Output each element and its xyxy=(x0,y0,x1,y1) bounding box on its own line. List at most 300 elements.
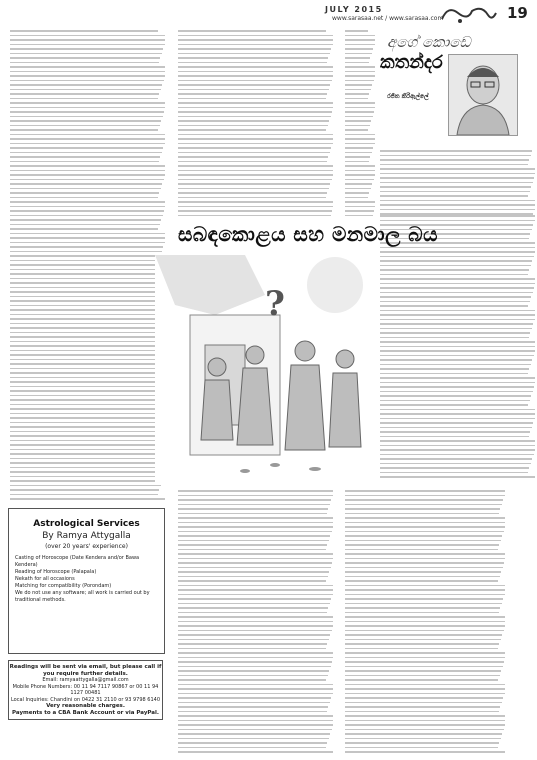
ad-service-item: Reading of Horoscope (Palapala) xyxy=(15,569,97,575)
text-line xyxy=(10,458,159,460)
astrology-ad-contact xyxy=(8,660,163,720)
text-line xyxy=(178,562,332,564)
text-line xyxy=(345,215,373,217)
text-line xyxy=(10,489,159,491)
ad-charges: Very reasonable charges. xyxy=(46,703,125,709)
text-line xyxy=(345,652,505,654)
text-line xyxy=(178,44,333,46)
text-line xyxy=(345,35,375,37)
text-line xyxy=(178,702,330,704)
text-line xyxy=(380,191,530,193)
text-line xyxy=(10,273,165,275)
text-line xyxy=(178,165,333,167)
text-line xyxy=(178,125,328,127)
text-line xyxy=(178,526,333,528)
ad-payments: Payments to a CBA Bank Account or via PayPal. xyxy=(12,709,159,716)
text-line xyxy=(345,535,502,537)
text-line xyxy=(178,522,333,524)
text-line xyxy=(345,161,369,163)
text-line xyxy=(345,513,499,515)
ad-subtitle: By Ramya Attygalla xyxy=(42,531,131,541)
text-line xyxy=(10,125,160,127)
text-line xyxy=(178,751,333,753)
text-line xyxy=(178,48,331,50)
text-line xyxy=(10,147,163,149)
text-line xyxy=(10,485,161,487)
text-line xyxy=(345,125,370,127)
text-line xyxy=(345,98,368,100)
text-line xyxy=(345,57,370,59)
text-line xyxy=(10,417,161,419)
text-line xyxy=(345,53,372,55)
text-line xyxy=(178,697,331,699)
story-illustration xyxy=(155,255,380,483)
astrology-ad xyxy=(8,508,165,654)
text-line xyxy=(178,210,332,212)
text-line xyxy=(345,630,504,632)
text-line xyxy=(380,265,531,267)
ad-phone: Mobile Phone Numbers: 00 11 94 7117 90867 or 00 11 94 1127 00481 xyxy=(12,683,159,696)
text-line xyxy=(345,544,499,546)
text-line xyxy=(345,738,501,740)
text-line xyxy=(178,540,329,542)
text-line xyxy=(345,679,498,681)
text-line xyxy=(380,409,535,411)
ad-experience: (over 20 years' experience) xyxy=(45,543,128,550)
text-line xyxy=(178,616,333,618)
ad-service-item: We do not use any software; all work is carried out by traditional methods. xyxy=(15,590,150,603)
text-line xyxy=(10,107,165,109)
text-line xyxy=(345,549,498,551)
text-line xyxy=(345,540,501,542)
text-line xyxy=(10,188,161,190)
text-line xyxy=(380,314,535,316)
text-line xyxy=(10,467,165,469)
text-line xyxy=(345,526,505,528)
text-line xyxy=(380,377,535,379)
text-line xyxy=(10,282,162,284)
text-line xyxy=(380,413,535,415)
text-line xyxy=(10,161,159,163)
text-line xyxy=(345,612,499,614)
text-line xyxy=(345,152,372,154)
text-line xyxy=(345,102,375,104)
text-line xyxy=(178,35,333,37)
text-line xyxy=(345,107,375,109)
text-line xyxy=(380,364,531,366)
text-line xyxy=(345,589,505,591)
text-line xyxy=(345,111,374,113)
text-line xyxy=(178,102,333,104)
text-line xyxy=(10,323,160,325)
column-title-line2: කතන්දර xyxy=(380,52,443,73)
text-line xyxy=(380,449,535,451)
text-line xyxy=(178,567,331,569)
text-line xyxy=(380,337,529,339)
text-line xyxy=(10,390,159,392)
text-line xyxy=(10,431,165,433)
text-line xyxy=(178,715,333,717)
text-line xyxy=(345,531,504,533)
svg-text:?: ? xyxy=(265,284,285,324)
text-line xyxy=(345,93,369,95)
text-line xyxy=(345,84,372,86)
text-line xyxy=(178,508,328,510)
ad-service-item: Casting of Horoscope (Date Kendera and/or Bawa Kendera) xyxy=(15,555,140,568)
text-line xyxy=(10,327,158,329)
text-line xyxy=(345,138,375,140)
text-line xyxy=(10,453,160,455)
text-line xyxy=(345,197,368,199)
text-line xyxy=(345,508,500,510)
text-line xyxy=(10,408,164,410)
text-line xyxy=(345,206,375,208)
text-line xyxy=(345,607,500,609)
text-line xyxy=(10,404,165,406)
text-line xyxy=(380,310,535,312)
text-line xyxy=(178,594,333,596)
text-line xyxy=(178,197,326,199)
text-line xyxy=(178,612,327,614)
text-line xyxy=(178,201,333,203)
text-line xyxy=(345,558,505,560)
text-line xyxy=(345,616,505,618)
text-line xyxy=(10,233,165,235)
text-line xyxy=(178,179,332,181)
text-line xyxy=(178,603,330,605)
ad-service-item: Matching for compatibility (Porondam) xyxy=(15,583,112,589)
text-line xyxy=(178,30,326,32)
text-line xyxy=(178,206,333,208)
ad-note: Readings will be sent via email, but please call if you require further details. xyxy=(9,664,162,677)
text-line xyxy=(345,44,375,46)
text-line xyxy=(345,183,372,185)
text-line xyxy=(178,661,332,663)
text-line xyxy=(178,192,327,194)
text-line xyxy=(380,195,528,197)
text-line xyxy=(380,177,534,179)
text-line xyxy=(345,179,374,181)
text-line xyxy=(380,186,531,188)
page-number: 19 xyxy=(507,4,528,22)
text-line xyxy=(10,287,161,289)
text-line xyxy=(345,75,375,77)
website-url: www.sarasaa.net / www.sarasaa.com xyxy=(332,15,444,22)
text-line xyxy=(178,724,333,726)
text-line xyxy=(10,305,165,307)
text-line xyxy=(178,513,327,515)
text-line xyxy=(178,517,333,519)
text-line xyxy=(10,498,165,500)
text-line xyxy=(178,630,332,632)
text-line xyxy=(10,134,165,136)
text-line xyxy=(380,467,529,469)
text-line xyxy=(178,93,327,95)
text-line xyxy=(345,729,504,731)
text-line xyxy=(345,688,505,690)
text-line xyxy=(10,395,158,397)
text-line xyxy=(380,463,531,465)
text-line xyxy=(178,576,328,578)
text-line xyxy=(178,161,327,163)
text-line xyxy=(345,648,498,650)
text-line xyxy=(345,576,500,578)
text-line xyxy=(178,183,330,185)
text-line xyxy=(345,711,499,713)
text-line xyxy=(178,666,331,668)
text-line xyxy=(380,422,533,424)
text-line xyxy=(380,391,533,393)
text-line xyxy=(380,332,530,334)
text-line xyxy=(380,319,535,321)
text-line xyxy=(345,495,505,497)
text-line xyxy=(380,359,532,361)
text-line xyxy=(10,440,165,442)
text-line xyxy=(345,71,375,73)
text-line xyxy=(345,165,375,167)
text-line xyxy=(10,368,165,370)
text-line xyxy=(178,693,333,695)
text-line xyxy=(345,571,501,573)
text-line xyxy=(10,120,161,122)
text-line xyxy=(345,147,373,149)
text-line xyxy=(10,372,165,374)
text-line xyxy=(10,422,160,424)
text-line xyxy=(178,549,326,551)
text-line xyxy=(178,39,333,41)
text-line xyxy=(178,670,329,672)
text-line xyxy=(10,471,165,473)
text-line xyxy=(380,155,531,157)
text-line xyxy=(10,363,165,365)
text-line xyxy=(178,738,329,740)
text-line xyxy=(10,89,161,91)
text-line xyxy=(10,444,163,446)
text-line xyxy=(345,706,500,708)
text-line xyxy=(380,256,534,258)
text-line xyxy=(178,544,327,546)
text-line xyxy=(10,53,162,55)
text-line xyxy=(178,138,333,140)
text-line xyxy=(345,670,501,672)
text-line xyxy=(345,733,502,735)
text-line xyxy=(178,607,328,609)
text-line xyxy=(380,395,531,397)
text-line xyxy=(10,269,165,271)
text-line xyxy=(345,643,499,645)
text-line xyxy=(380,440,535,442)
text-line xyxy=(345,621,505,623)
text-line xyxy=(345,567,503,569)
text-line xyxy=(178,111,332,113)
text-line xyxy=(10,314,163,316)
text-line xyxy=(380,182,533,184)
text-line xyxy=(345,490,505,492)
text-line xyxy=(380,278,535,280)
text-line xyxy=(10,435,165,437)
text-line xyxy=(178,490,333,492)
text-line xyxy=(380,269,529,271)
text-line xyxy=(10,336,165,338)
text-line xyxy=(10,413,163,415)
text-line xyxy=(345,693,505,695)
text-line xyxy=(178,152,330,154)
text-line xyxy=(10,242,165,244)
text-line xyxy=(345,594,505,596)
text-line xyxy=(10,102,165,104)
text-line xyxy=(178,80,332,82)
text-line xyxy=(380,159,529,161)
text-line xyxy=(178,639,329,641)
text-line xyxy=(178,147,331,149)
text-line xyxy=(380,305,528,307)
text-line xyxy=(345,562,504,564)
text-line xyxy=(178,720,333,722)
text-line xyxy=(10,255,160,257)
text-line xyxy=(345,156,370,158)
text-line xyxy=(345,580,498,582)
text-line xyxy=(178,75,333,77)
text-line xyxy=(10,71,165,73)
text-line xyxy=(345,80,374,82)
text-line xyxy=(380,260,532,262)
text-line xyxy=(345,174,375,176)
text-line xyxy=(380,350,535,352)
text-line xyxy=(345,598,503,600)
text-line xyxy=(380,164,528,166)
text-line xyxy=(345,89,371,91)
text-line xyxy=(178,170,333,172)
text-line xyxy=(345,697,503,699)
text-line xyxy=(345,639,501,641)
text-line xyxy=(345,625,505,627)
text-line xyxy=(345,48,373,50)
text-line xyxy=(10,318,161,320)
text-line xyxy=(10,206,165,208)
text-line xyxy=(10,138,165,140)
text-line xyxy=(380,173,535,175)
text-line xyxy=(178,535,330,537)
text-line xyxy=(178,531,332,533)
text-line xyxy=(345,188,371,190)
text-line xyxy=(178,89,329,91)
text-line xyxy=(345,634,502,636)
text-line xyxy=(345,39,375,41)
article-headline: සබඳකොළය සහ මනමාල බය xyxy=(178,222,438,246)
text-line xyxy=(10,111,164,113)
text-line xyxy=(380,431,530,433)
text-line xyxy=(178,684,333,686)
text-line xyxy=(345,134,375,136)
text-line xyxy=(345,724,505,726)
text-line xyxy=(10,426,158,428)
text-line xyxy=(178,174,333,176)
text-line xyxy=(380,323,533,325)
text-line xyxy=(10,300,165,302)
text-line xyxy=(380,220,535,222)
text-line xyxy=(380,454,534,456)
text-line xyxy=(10,377,164,379)
text-line xyxy=(10,44,165,46)
text-line xyxy=(345,62,369,64)
text-line xyxy=(178,648,326,650)
text-line xyxy=(10,251,162,253)
text-line xyxy=(178,499,331,501)
text-line xyxy=(345,553,505,555)
text-line xyxy=(345,747,498,749)
text-line xyxy=(380,301,530,303)
masthead-logo xyxy=(438,3,498,25)
text-line xyxy=(345,499,503,501)
text-line xyxy=(345,585,505,587)
text-line xyxy=(10,246,163,248)
text-line xyxy=(345,66,375,68)
text-line xyxy=(10,201,165,203)
text-line xyxy=(345,751,505,753)
text-line xyxy=(10,381,162,383)
text-line xyxy=(345,30,368,32)
text-line xyxy=(380,436,529,438)
text-line xyxy=(345,201,375,203)
text-line xyxy=(10,494,158,496)
text-line xyxy=(178,84,330,86)
text-line xyxy=(178,66,333,68)
text-line xyxy=(345,657,505,659)
text-line xyxy=(345,116,373,118)
text-line xyxy=(380,418,535,420)
issue-date: JULY 2015 xyxy=(325,5,383,14)
text-line xyxy=(178,62,327,64)
text-line xyxy=(10,399,165,401)
text-line xyxy=(178,553,333,555)
ad-title: Astrological Services xyxy=(33,519,140,529)
ad-email: Email: ramyaattygalla@gmail.com xyxy=(42,677,129,683)
text-line xyxy=(10,80,164,82)
text-line xyxy=(380,368,529,370)
text-line xyxy=(380,400,530,402)
text-line xyxy=(178,742,327,744)
text-line xyxy=(10,462,165,464)
text-line xyxy=(380,355,534,357)
text-line xyxy=(345,661,504,663)
text-line xyxy=(380,296,531,298)
text-line xyxy=(178,580,326,582)
text-line xyxy=(10,278,164,280)
text-line xyxy=(10,228,158,230)
text-line xyxy=(380,150,532,152)
text-line xyxy=(10,309,164,311)
text-line xyxy=(10,291,159,293)
text-line xyxy=(178,679,326,681)
text-line xyxy=(345,210,374,212)
text-line xyxy=(10,174,165,176)
text-line xyxy=(10,341,165,343)
text-line xyxy=(380,382,535,384)
text-line xyxy=(178,143,333,145)
text-line xyxy=(10,359,159,361)
text-line xyxy=(345,675,500,677)
text-line xyxy=(10,179,164,181)
text-line xyxy=(178,585,333,587)
text-line xyxy=(380,472,528,474)
text-line xyxy=(10,98,158,100)
text-line xyxy=(10,350,162,352)
text-line xyxy=(10,296,158,298)
text-line xyxy=(380,251,535,253)
text-line xyxy=(345,120,371,122)
text-line xyxy=(178,747,326,749)
text-line xyxy=(345,715,505,717)
